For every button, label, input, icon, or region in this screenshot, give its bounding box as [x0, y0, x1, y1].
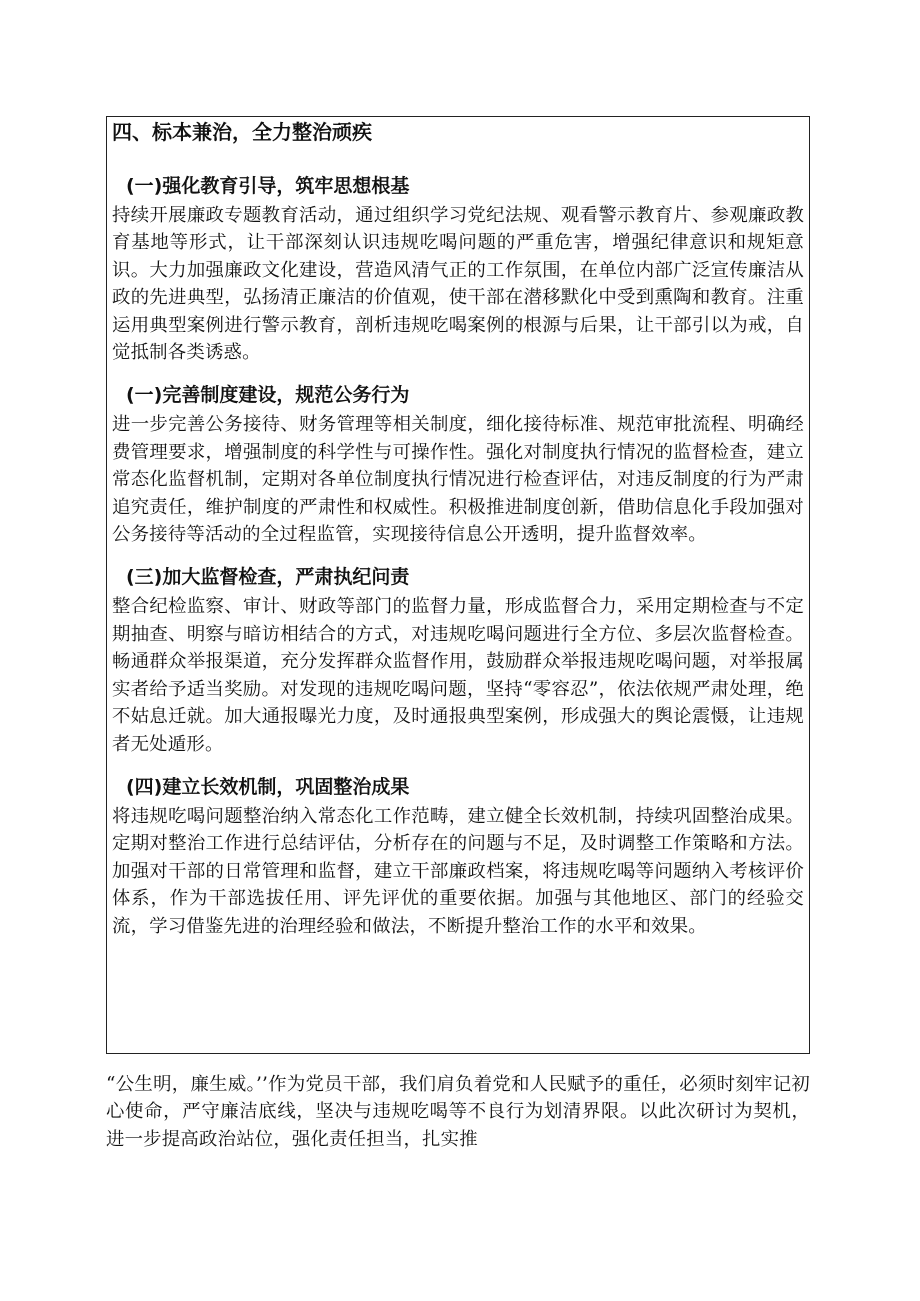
section-system: [112, 381, 804, 548]
section-title: (一)强化教育引导，筑牢思想根基: [126, 175, 410, 197]
section-education: [112, 172, 804, 366]
main-heading: 四、标本兼治，全力整治顽疾: [112, 120, 372, 144]
section-supervision: [112, 563, 804, 757]
section-body: 持续开展廉政专题教育活动，通过组织学习党纪法规、观看警示教育片、参观廉政教育基地等形式，让干部深刻认识违规吃喝问题的严重危害，增强纪律意识和规矩意识。大力加强廉政文化建设，营造风清气正的工作氛围，在单位内部广泛宣传廉洁从政的先进典型，弘扬清正廉洁的价值观，使干部在潜移默化中受到熏陶和教育。注重运用典型案例进行警示教育，剖析违规吃喝案例的根源与后果，让干部引以为戒，自觉抵制各类诱惑。: [112, 205, 804, 364]
section-title: (四)建立长效机制，巩固整治成果: [126, 775, 410, 798]
content-box: [106, 116, 810, 1054]
section-title: (三)加大监督检查，严肃执纪问责: [126, 566, 410, 589]
closing-paragraph: “公生明，廉生威。’’作为党员干部，我们肩负着党和人民赋予的重任，必须时刻牢记初心使命，严守廉洁底线，坚决与违规吃喝等不良行为划清界限。以此次研讨为契机，进一步提高政治站位，强化责任担当，扎实推: [106, 1074, 810, 1150]
section-body: 进一步完善公务接待、财务管理等相关制度，细化接待标准、规范审批流程、明确经费管理要求，增强制度的科学性与可操作性。强化对制度执行情况的监督检查，建立常态化监督机制，定期对各单位制度执行情况进行检查评估，对违反制度的行为严肃追究责任，维护制度的严肃性和权威性。积极推进制度创新，借助信息化手段加强对公务接待等活动的全过程监管，实现接待信息公开透明，提升监督效率。: [112, 414, 804, 546]
section-title: (一)完善制度建设，规范公务行为: [126, 384, 410, 407]
section-body: 将违规吃喝问题整治纳入常态化工作范畴，建立健全长效机制，持续巩固整治成果。定期对整治工作进行总结评估，分析存在的问题与不足，及时调整工作策略和方法。加强对干部的日常管理和监督，建立干部廉政档案，将违规吃喝等问题纳入考核评价体系，作为干部选拔任用、评先评优的重要依据。加强与其他地区、部门的经验交流，学习借鉴先进的治理经验和做法，不断提升整治工作的水平和效果。: [112, 805, 804, 937]
section-mechanism: [112, 773, 804, 940]
section-body: 整合纪检监察、审计、财政等部门的监督力量，形成监督合力，采用定期检查与不定期抽查、明察与暗访相结合的方式，对违规吃喝问题进行全方位、多层次监督检查。畅通群众举报渠道，充分发挥群众监督作用，鼓励群众举报违规吃喝问题，对举报属实者给予适当奖励。对发现的违规吃喝问题，坚持“零容忍”，依法依规严肃处理，绝不姑息迁就。加大通报曝光力度，及时通报典型案例，形成强大的舆论震慑，让违规者无处遁形。: [112, 596, 804, 755]
